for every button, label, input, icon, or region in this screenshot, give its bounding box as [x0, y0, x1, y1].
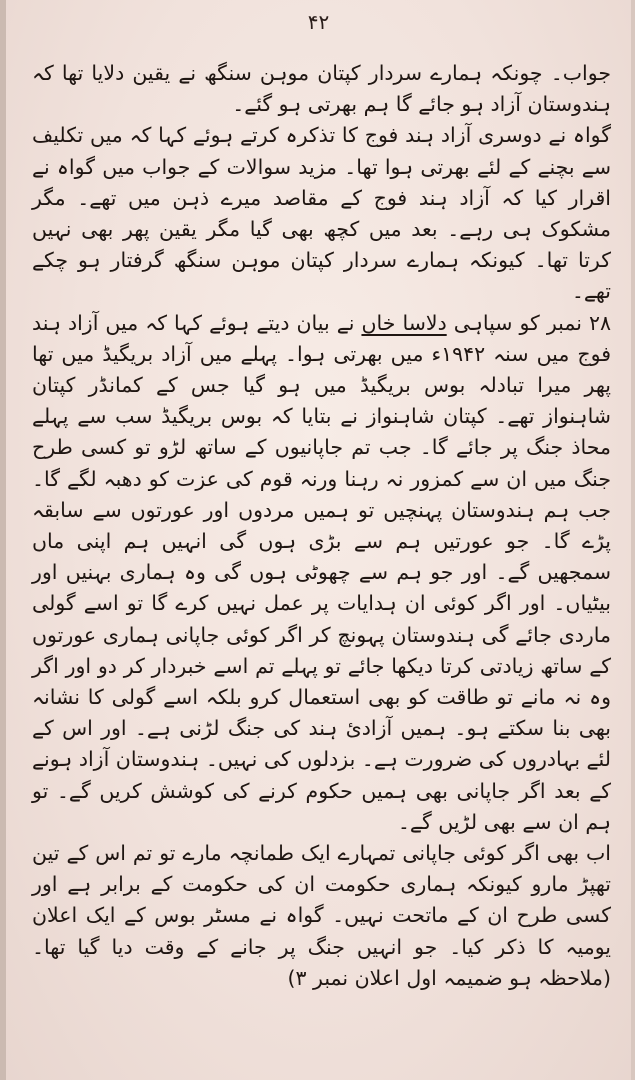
statement-lead: ۲۸ نمبر کو سپاہی [453, 310, 611, 335]
witness-name: دلاسا خاں [361, 310, 447, 335]
paragraph-answer: جواب۔ چونکہ ہمارے سردار کپتان موہن سنگھ نے یقین دلایا تھا کہ ہندوستان آزاد ہو جائے گا ہم بھرتی ہو گئے۔ [32, 61, 611, 117]
body-text [32, 58, 611, 994]
page-number: ۴۲ [307, 10, 330, 34]
paragraph-slap-order [32, 838, 611, 994]
paragraph-witness-second-army: گواہ نے دوسری آزاد ہند فوج کا تذکرہ کرتے ہوئے کہا کہ میں تکلیف سے بچنے کے لئے بھرتی ہوا تھا۔ مزید سوالات کے جواب میں گواہ نے اقرار کیا کہ آزاد ہند فوج کے مقاصد میرے ذہن میں تھے۔ مگر مشکوک ہی رہے۔ بعد میں کچھ بھی گیا مگر یقین پھر بھی نہیں کرتا تھا۔ کیونکہ ہمارے سردار کپتان موہن سنگھ گرفتار ہو چکے تھے۔ [32, 123, 611, 304]
paragraph-witness-statement [32, 308, 611, 838]
statement-body: نے بیان دیتے ہوئے کہا کہ میں آزاد ہند فوج میں سنہ ۱۹۴۲ء میں بھرتی ہوا۔ پہلے میں آزاد بریگیڈ میں تھا پھر میرا تبادلہ بوس بریگیڈ میں ہو گیا جس کے کمانڈر کپتان شاہنواز تھے۔ کپتان شاہنواز نے بتایا کہ بوس بریگیڈ سب سے پہلے محاذ جنگ پر جائے گا۔ جب تم جاپانیوں کے ساتھ لڑو تو کسی طرح جنگ میں ان سے کمزور نہ رہنا ورنہ قوم کی عزت کو دھبہ لگے گا۔ جب ہم ہندوستان پہنچیں تو ہمیں مردوں اور عورتوں سے سابقہ پڑے گا۔ جو عورتیں ہم سے بڑی ہوں گی انہیں ہم اپنی ماں سمجھیں گے۔ اور جو ہم سے چھوٹی ہوں گی وہ ہماری بہنیں اور بیٹیاں۔ اور اگر کوئی ان ہدایات پر عمل نہیں کرے گا تو اسے گولی ماردی جائے گی ہندوستان پہونچ کر اگر کوئی جاپانی ہماری عورتوں کے ساتھ زیادتی کرتا دیکھا جائے تو پہلے تم اسے خبردار کر دو اور اگر وہ نہ مانے تو طاقت کو بھی استعمال کرو بلکہ اسے گولی کا نشانہ بھی بنا سکتے ہو۔ ہمیں آزادیٔ ہند کی جنگ لڑنی ہے۔ اور اس کے لئے بہادروں کی ضرورت ہے۔ بزدلوں کی نہیں۔ ہندوستان آزاد ہونے کے بعد اگر جاپانی بھی ہمیں حکوم کرنے کی کوشش کریں گے۔ تو ہم ان سے بھی لڑیں گے۔ [32, 310, 611, 834]
appendix-reference: (ملاحظہ ہو ضمیمہ اول اعلان نمبر ۳) [287, 965, 611, 990]
slap-order-text: اب بھی اگر کوئی جاپانی تمہارے ایک طمانچہ مارے تو تم اس کے تین تھپڑ مارو کیونکہ ہماری حکومت ان کی حکومت کے برابر ہے اور کسی طرح ان کے ماتحت نہیں۔ گواہ نے مسٹر بوس کے ایک اعلان یومیہ کا ذکر کیا۔ جو انہیں جنگ پر جانے کے وقت دیا گیا تھا۔ [32, 841, 611, 959]
